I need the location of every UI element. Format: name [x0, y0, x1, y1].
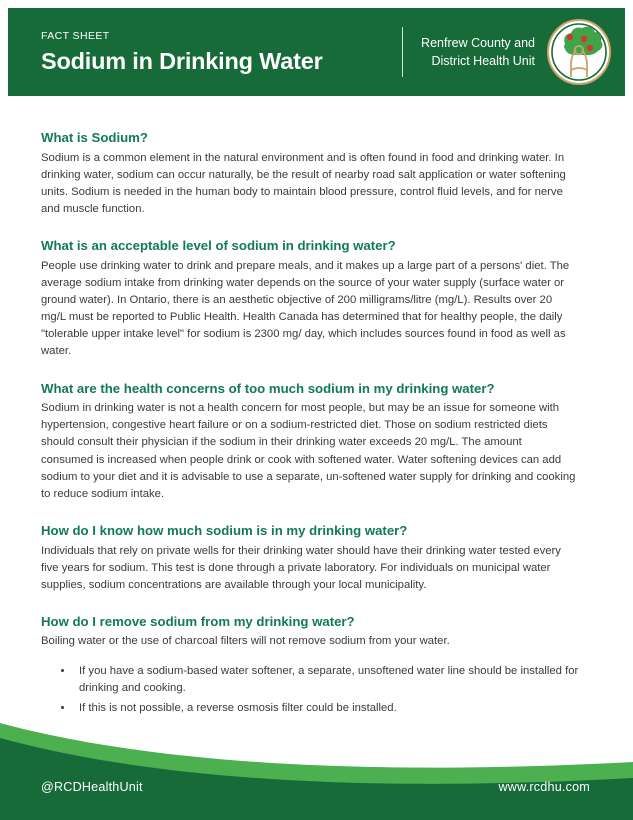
social-handle[interactable]: @RCDHealthUnit — [41, 780, 143, 794]
page-title: Sodium in Drinking Water — [41, 47, 323, 74]
section-heading: What are the health concerns of too much sodium in my drinking water? — [41, 380, 495, 396]
organization-name-line2: District Health Unit — [431, 54, 535, 68]
footer-wave-graphic — [0, 690, 633, 820]
section-health-concerns — [41, 381, 606, 503]
fact-sheet-kicker: FACT SHEET — [41, 29, 110, 42]
section-body: People use drinking water to drink and prepare meals, and it makes up a large part of a persons' diet. The average sodium intake from drinking water depends on the source of your water supply (surface water or ground water). In Ontario, there is an aesthetic objective of 200 milligrams/litre (mg/L). Results over 20 mg/L must be reported to Public Health. Health Canada has determined that for healthy people, the daily "tolerable upper intake level" for sodium is 2300 mg/ day, which includes sources found in food as well as water. — [41, 259, 570, 358]
list-item: • If this is not possible, a reverse osmosis filter could be installed. — [74, 700, 606, 717]
footer-text-row — [0, 780, 633, 794]
section-body: Sodium in drinking water is not a health concern for most people, but may be an issue for someone with hypertension, congestive heart failure or on a sodium-restricted diet. Those on sodium restricted diets should consult their physician if the sodium in their drinking water exceeds 20 mg/L. The amount consumed is increased when people drink or cook with softened water. Water softening devices can add sodium to your diet and it is advisable to use a separate, un-softened water supply for drinking and cooking to reduce sodium intake. — [41, 402, 576, 500]
section-heading: How do I remove sodium from my drinking water? — [41, 613, 355, 629]
section-how-do-i-know — [41, 523, 606, 594]
organization-name — [421, 34, 545, 70]
section-what-is-sodium — [41, 130, 606, 218]
document-footer — [0, 690, 633, 820]
document-content — [0, 96, 633, 720]
section-body: Boiling water or the use of charcoal filters will not remove sodium from your water. — [41, 635, 450, 648]
website-url[interactable]: www.rcdhu.com — [498, 780, 590, 794]
organization-name-line1: Renfrew County and — [421, 35, 535, 50]
section-body: Individuals that rely on private wells for their drinking water should have their drinking water tested every five years for sodium. This test is done through a private laboratory. For individuals on municipal water supplies, sodium concentrations are available through your local municipality. — [41, 544, 561, 591]
section-heading: What is an acceptable level of sodium in drinking water? — [41, 238, 396, 254]
list-item: • If you have a sodium-based water softener, a separate, unsoftened water line should be installed for drinking and cooking. — [74, 663, 606, 697]
section-body: Sodium is a common element in the natural environment and is often found in food and drinking water. In drinking water, sodium can occur naturally, be the result of nearby road salt application or water softening units. Sodium is needed in the human body to maintain blood pressure, control fluid levels, and for nerve and muscle function. — [41, 151, 566, 215]
header-divider — [402, 27, 403, 77]
section-heading: What is Sodium? — [41, 130, 148, 145]
section-heading: How do I know how much sodium is in my drinking water? — [41, 523, 408, 538]
document-header — [8, 8, 625, 96]
header-title-block — [8, 30, 402, 75]
section-acceptable-level — [41, 238, 606, 360]
tree-with-apples-logo — [545, 18, 613, 86]
